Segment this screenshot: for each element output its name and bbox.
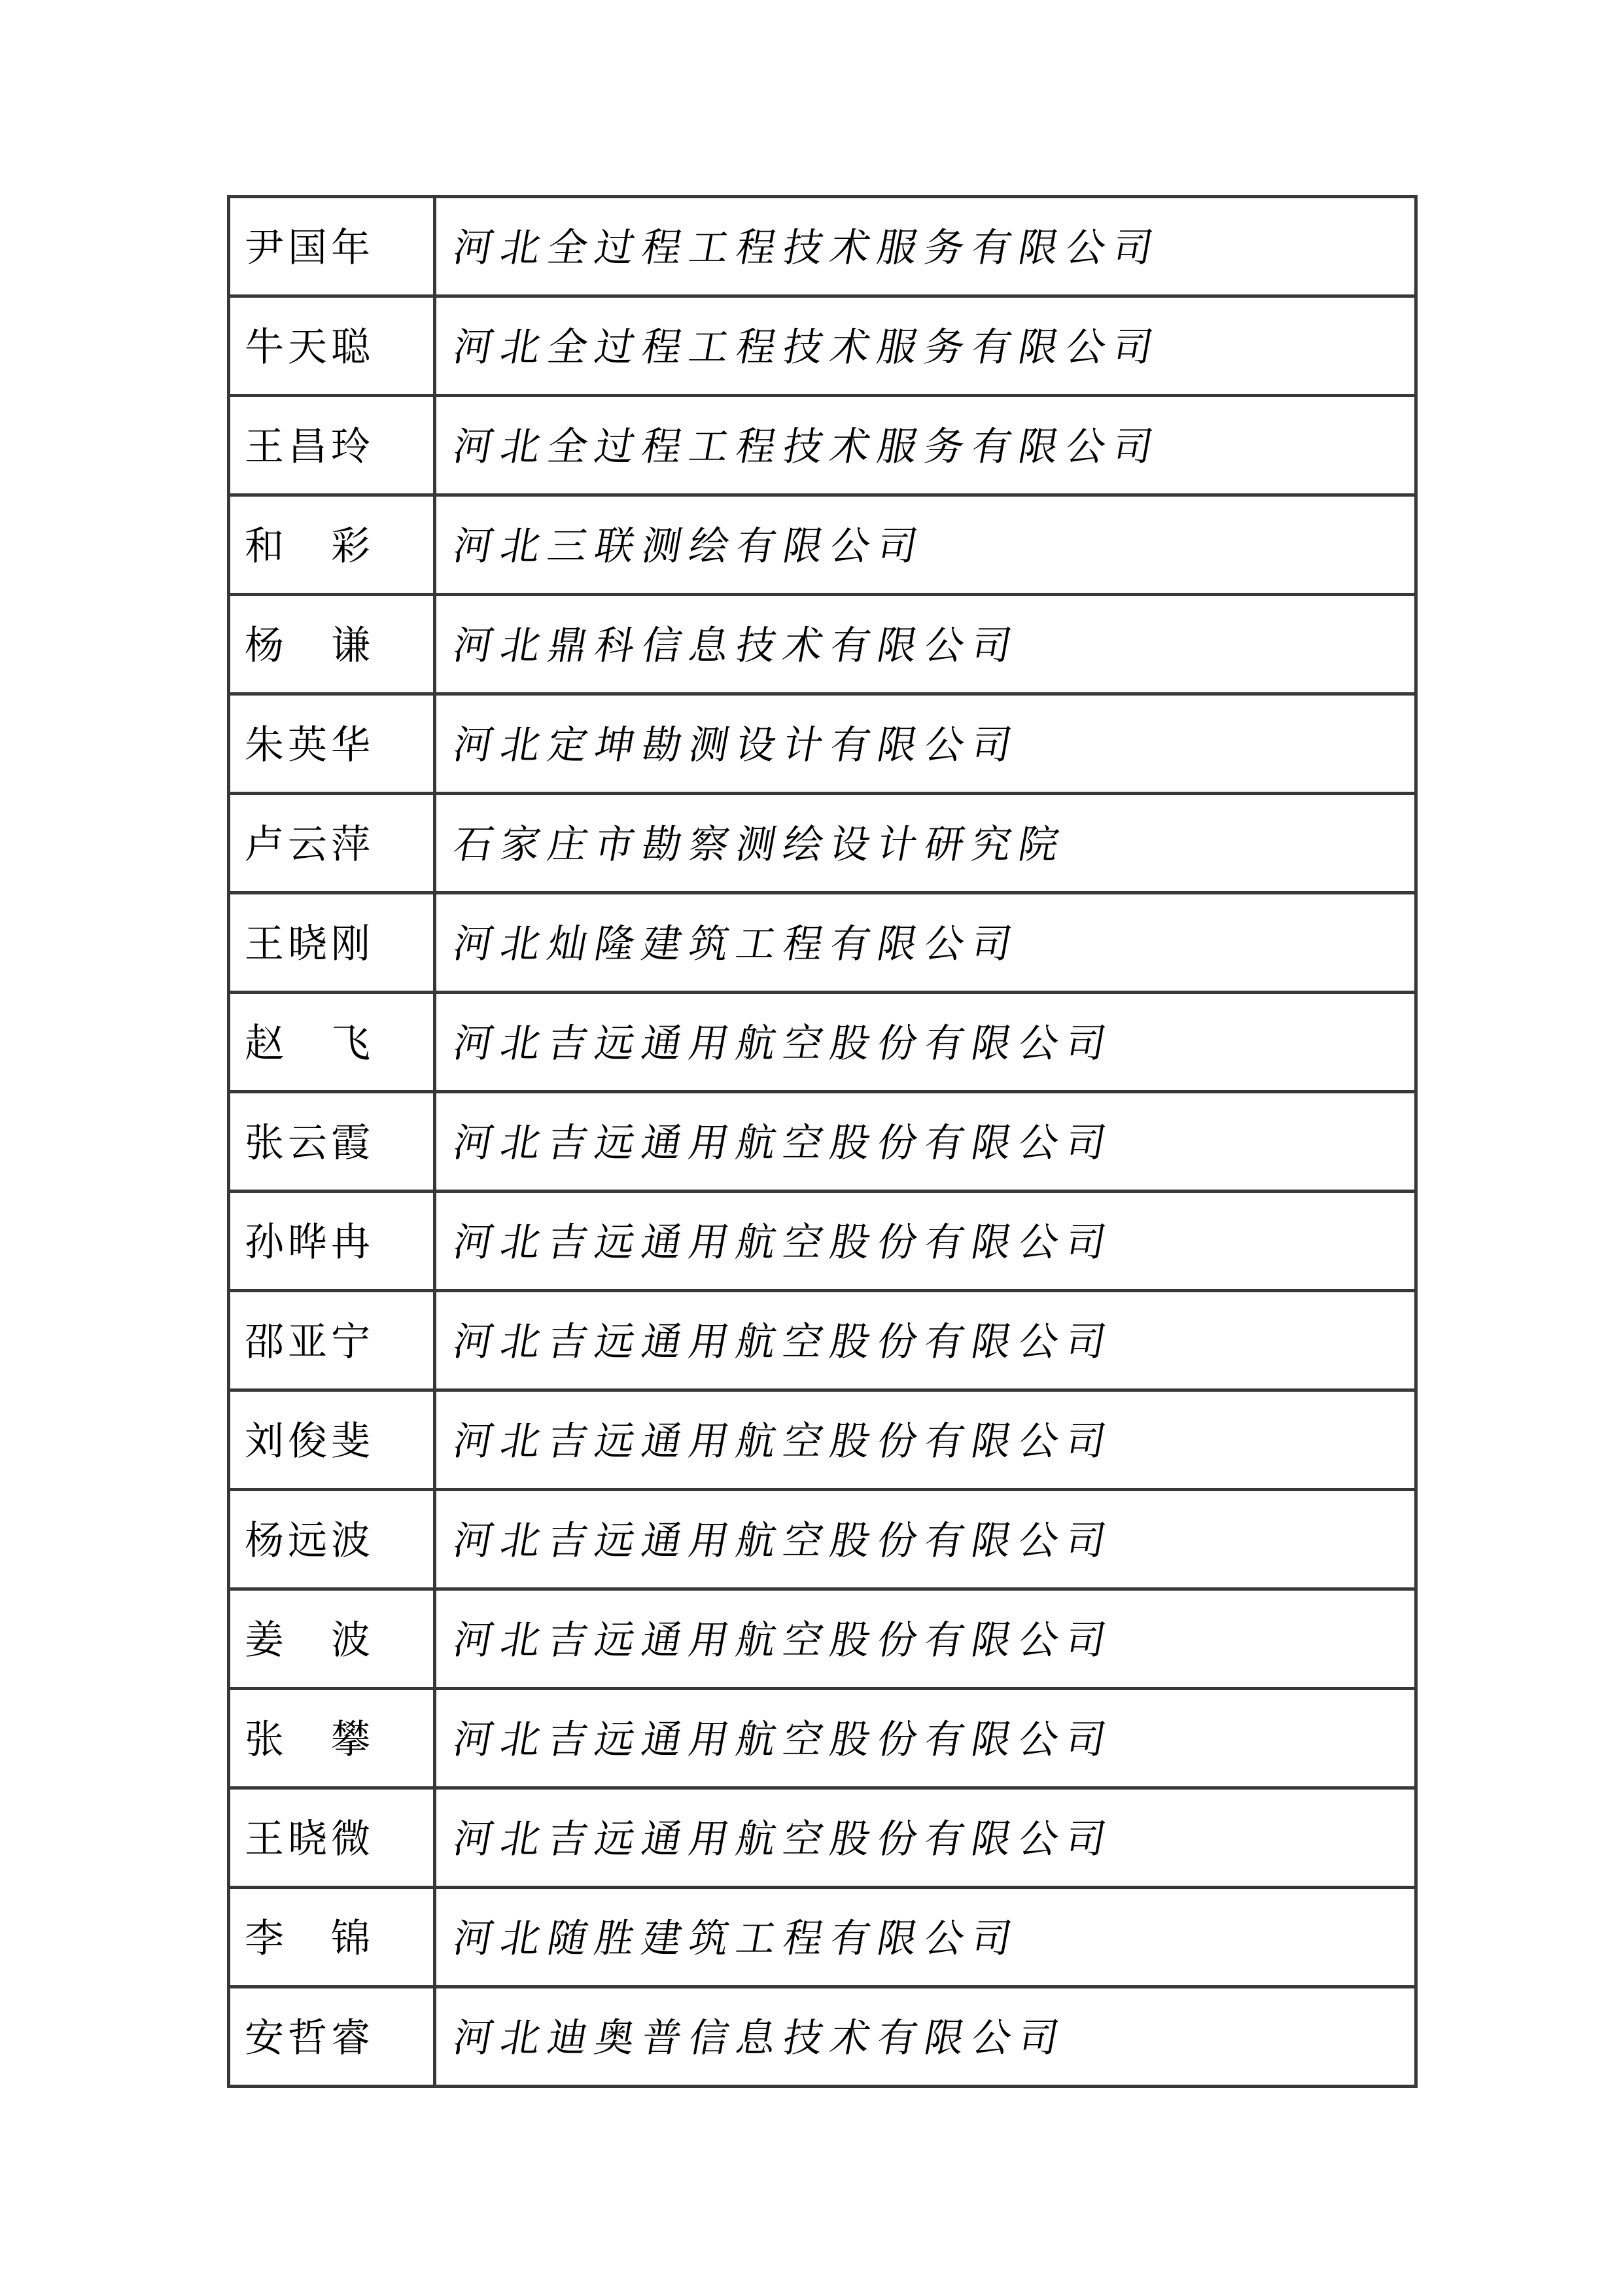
table-row <box>229 1490 1416 1589</box>
name-cell <box>229 1390 435 1490</box>
table-row <box>229 1390 1416 1490</box>
company-name: 河北吉远通用航空股份有限公司 <box>450 1817 1117 1861</box>
person-name: 王晓微 <box>245 1817 374 1861</box>
name-company-table <box>227 195 1418 2088</box>
name-cell <box>229 1092 435 1192</box>
name-cell <box>229 595 435 694</box>
company-cell <box>435 296 1416 396</box>
company-cell <box>435 1589 1416 1689</box>
company-cell <box>435 197 1416 296</box>
company-name: 河北迪奥普信息技术有限公司 <box>450 2016 1070 2060</box>
table-row <box>229 1689 1416 1788</box>
person-name: 尹国年 <box>245 226 374 270</box>
person-name: 赵 飞 <box>245 1021 374 1065</box>
name-cell <box>229 1192 435 1291</box>
person-name: 孙晔冉 <box>245 1220 374 1264</box>
company-cell <box>435 495 1416 595</box>
person-name: 安哲睿 <box>245 2016 374 2060</box>
company-cell <box>435 1888 1416 1987</box>
company-cell <box>435 893 1416 993</box>
table-row <box>229 1987 1416 2087</box>
table-row <box>229 1192 1416 1291</box>
name-cell <box>229 694 435 794</box>
table-row <box>229 1092 1416 1192</box>
table-row <box>229 893 1416 993</box>
table-row <box>229 296 1416 396</box>
company-cell <box>435 1192 1416 1291</box>
company-name: 河北三联测绘有限公司 <box>450 524 929 568</box>
name-cell <box>229 396 435 495</box>
name-cell <box>229 197 435 296</box>
name-cell <box>229 1689 435 1788</box>
table-row <box>229 794 1416 893</box>
company-name: 河北吉远通用航空股份有限公司 <box>450 1718 1117 1761</box>
person-name: 杨远波 <box>245 1519 374 1563</box>
company-cell <box>435 1390 1416 1490</box>
table-row <box>229 694 1416 794</box>
table-body <box>229 197 1416 2087</box>
person-name: 王昌玲 <box>245 425 374 468</box>
company-cell <box>435 1987 1416 2087</box>
name-cell <box>229 1788 435 1888</box>
person-name: 朱英华 <box>245 723 374 767</box>
name-cell <box>229 1987 435 2087</box>
table-row <box>229 1291 1416 1390</box>
company-cell <box>435 1490 1416 1589</box>
table-row <box>229 1589 1416 1689</box>
name-cell <box>229 1291 435 1390</box>
company-cell <box>435 993 1416 1092</box>
name-cell <box>229 1490 435 1589</box>
person-name: 杨 谦 <box>245 624 374 667</box>
name-cell <box>229 993 435 1092</box>
company-cell <box>435 1788 1416 1888</box>
table-row <box>229 197 1416 296</box>
company-name: 河北鼎科信息技术有限公司 <box>450 624 1023 667</box>
table-row <box>229 495 1416 595</box>
person-name: 和 彩 <box>245 524 374 568</box>
company-name: 河北吉远通用航空股份有限公司 <box>450 1220 1117 1264</box>
company-name: 河北全过程工程技术服务有限公司 <box>450 325 1164 369</box>
table-row <box>229 993 1416 1092</box>
name-cell <box>229 1888 435 1987</box>
name-cell <box>229 495 435 595</box>
person-name: 邵亚宁 <box>245 1320 374 1364</box>
person-name: 张 攀 <box>245 1718 374 1761</box>
company-cell <box>435 1092 1416 1192</box>
company-cell <box>435 694 1416 794</box>
person-name: 刘俊斐 <box>245 1419 374 1463</box>
table-row <box>229 1788 1416 1888</box>
name-cell <box>229 893 435 993</box>
company-name: 河北吉远通用航空股份有限公司 <box>450 1320 1117 1364</box>
company-cell <box>435 396 1416 495</box>
company-name: 河北吉远通用航空股份有限公司 <box>450 1419 1117 1463</box>
company-cell <box>435 595 1416 694</box>
company-name: 河北吉远通用航空股份有限公司 <box>450 1519 1117 1563</box>
table-row <box>229 396 1416 495</box>
company-cell <box>435 1689 1416 1788</box>
person-name: 李 锦 <box>245 1916 374 1960</box>
person-name: 姜 波 <box>245 1618 374 1662</box>
name-cell <box>229 794 435 893</box>
person-name: 张云霞 <box>245 1121 374 1165</box>
company-name: 河北吉远通用航空股份有限公司 <box>450 1121 1117 1165</box>
company-name: 河北吉远通用航空股份有限公司 <box>450 1021 1117 1065</box>
company-name: 河北吉远通用航空股份有限公司 <box>450 1618 1117 1662</box>
name-cell <box>229 1589 435 1689</box>
company-name: 河北随胜建筑工程有限公司 <box>450 1916 1023 1960</box>
company-name: 石家庄市勘察测绘设计研究院 <box>450 822 1070 866</box>
person-name: 卢云萍 <box>245 822 374 866</box>
company-name: 河北全过程工程技术服务有限公司 <box>450 226 1164 270</box>
person-name: 牛天聪 <box>245 325 374 369</box>
table-row <box>229 1888 1416 1987</box>
name-cell <box>229 296 435 396</box>
company-cell <box>435 1291 1416 1390</box>
table-row <box>229 595 1416 694</box>
company-name: 河北定坤勘测设计有限公司 <box>450 723 1023 767</box>
company-name: 河北全过程工程技术服务有限公司 <box>450 425 1164 468</box>
person-name: 王晓刚 <box>245 922 374 966</box>
company-name: 河北灿隆建筑工程有限公司 <box>450 922 1023 966</box>
company-cell <box>435 794 1416 893</box>
